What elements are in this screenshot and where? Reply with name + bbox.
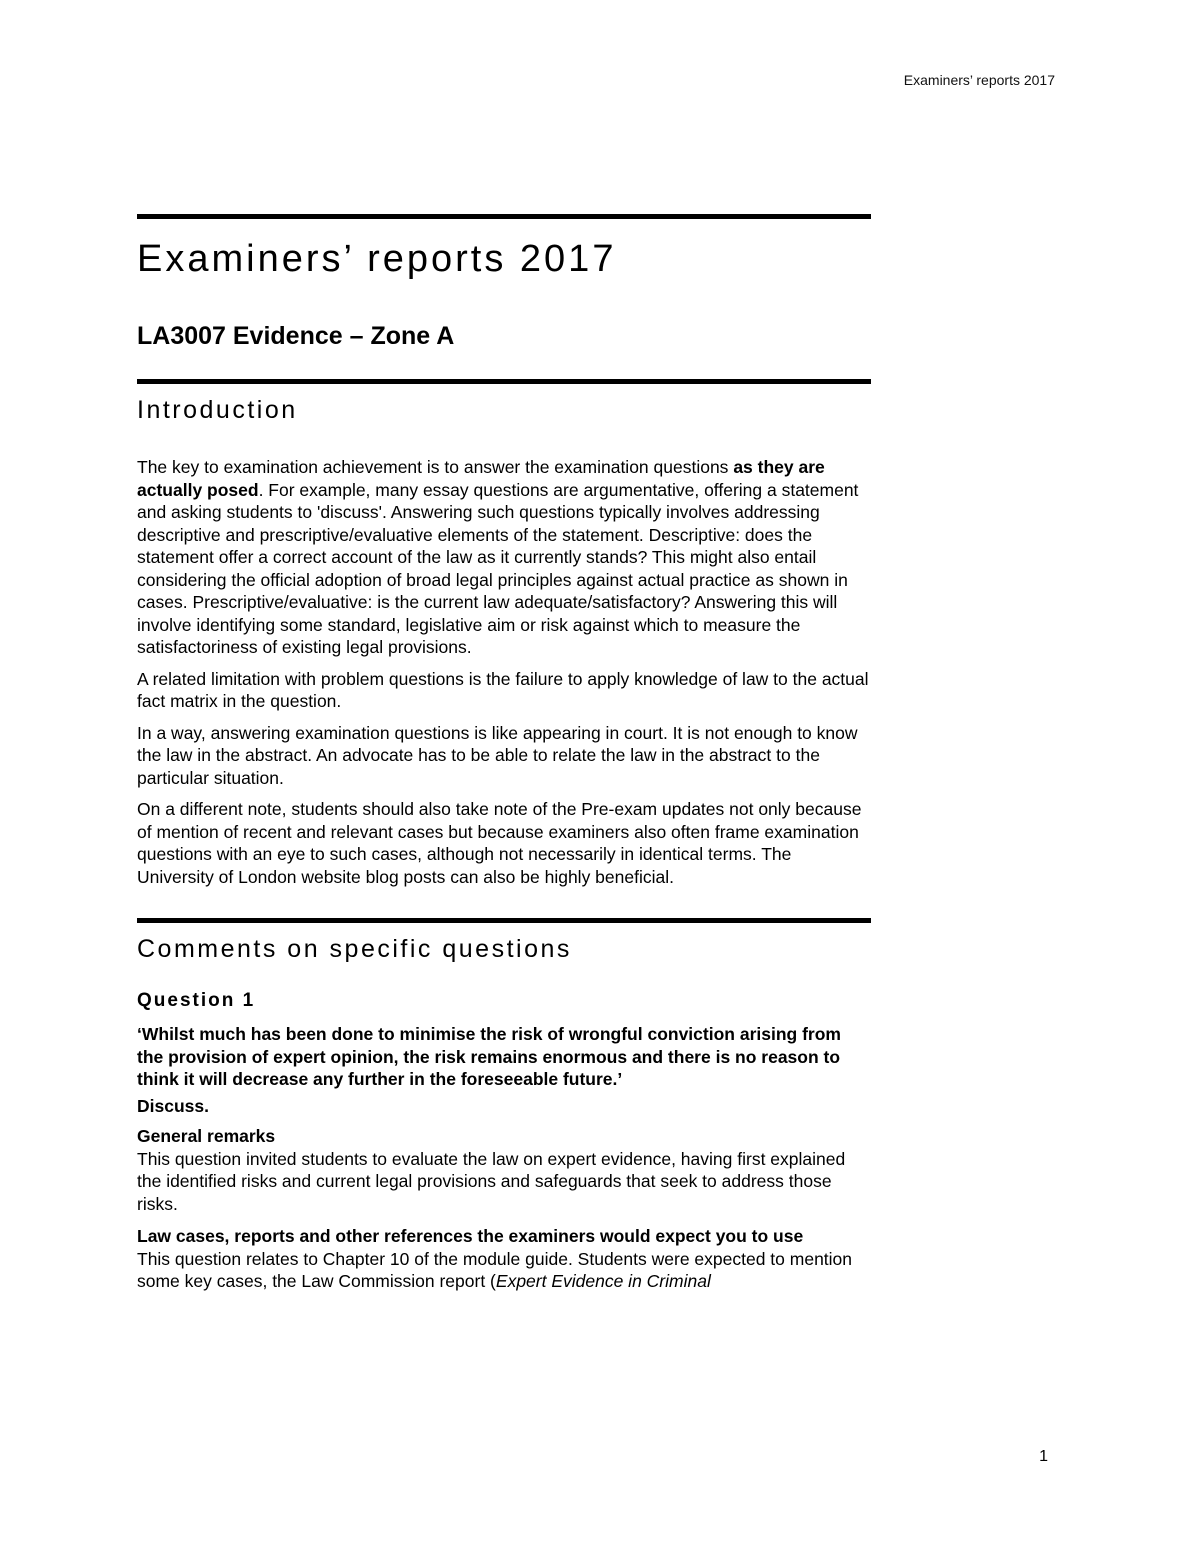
references-report-title: Expert Evidence in Criminal <box>495 1271 711 1291</box>
intro-paragraph-1 <box>137 456 872 659</box>
page-number: 1 <box>1039 1448 1048 1465</box>
general-remarks-heading: General remarks <box>137 1126 276 1146</box>
question-1-heading: Question 1 <box>137 990 256 1011</box>
intro-paragraph-4: On a different note, students should also take note of the Pre-exam updates not only because of mention of recent and relevant cases but because examiners also often frame examination questions with an eye to such cases, although not necessarily in identical terms. The University of London website blog posts can also be highly beneficial. <box>137 799 862 887</box>
intro-rule <box>137 379 871 384</box>
document-title: Examiners’ reports 2017 <box>137 238 617 280</box>
intro-heading: Introduction <box>137 396 298 424</box>
question-1-instruction: Discuss. <box>137 1095 209 1116</box>
general-remarks-text: This question invited students to evaluate the law on expert evidence, having first explained the identified risks and current legal provisions and safeguards that seek to address those risks. <box>137 1148 846 1214</box>
references-heading: Law cases, reports and other references the examiners would expect you to use <box>137 1226 804 1246</box>
document-subtitle: LA3007 Evidence – Zone A <box>137 322 455 350</box>
intro-paragraph-2: A related limitation with problem questions is the failure to apply knowledge of law to the actual fact matrix in the question. <box>137 668 869 711</box>
references-text-start: This question relates to Chapter 10 of the module guide. Students were expected to mention some key cases, the Law Commission report ( <box>137 1248 853 1291</box>
intro-paragraph-1-text: The key to examination achievement is to answer the examination questions <box>137 457 734 477</box>
comments-heading: Comments on specific questions <box>137 935 572 963</box>
intro-paragraph-1-text-end: . For example, many essay questions are argumentative, offering a statement and asking students to 'discuss'. Answering such questions typically involves addressing descriptive and prescriptive/evaluative elements of the statement. Descriptive: does the statement offer a correct account of the law as it currently stands? This might also entail considering the official adoption of broad legal principles against actual practice as shown in cases. Prescriptive/evaluative: is the current law adequate/satisfactory? Answering this will involve identifying some standard, legislative aim or risk against which to measure the satisfactoriness of existing legal provisions. <box>137 479 859 657</box>
intro-paragraph-1-emphasis: as they are actually posed <box>137 457 825 500</box>
references-text <box>137 1248 872 1293</box>
running-header: Examiners’ reports 2017 <box>903 72 1055 88</box>
title-rule <box>137 214 871 219</box>
main-content <box>137 214 872 1293</box>
intro-paragraph-3: In a way, answering examination questions is like appearing in court. It is not enough to know the law in the abstract. An advocate has to be able to relate the law in the abstract to the particular situation. <box>137 722 858 788</box>
comments-rule <box>137 918 871 923</box>
question-1-text: ‘Whilst much has been done to minimise the risk of wrongful conviction arising from the provision of expert opinion, the risk remains enormous and there is no reason to think it will decrease any further in the foreseeable future.’ <box>137 1024 841 1089</box>
